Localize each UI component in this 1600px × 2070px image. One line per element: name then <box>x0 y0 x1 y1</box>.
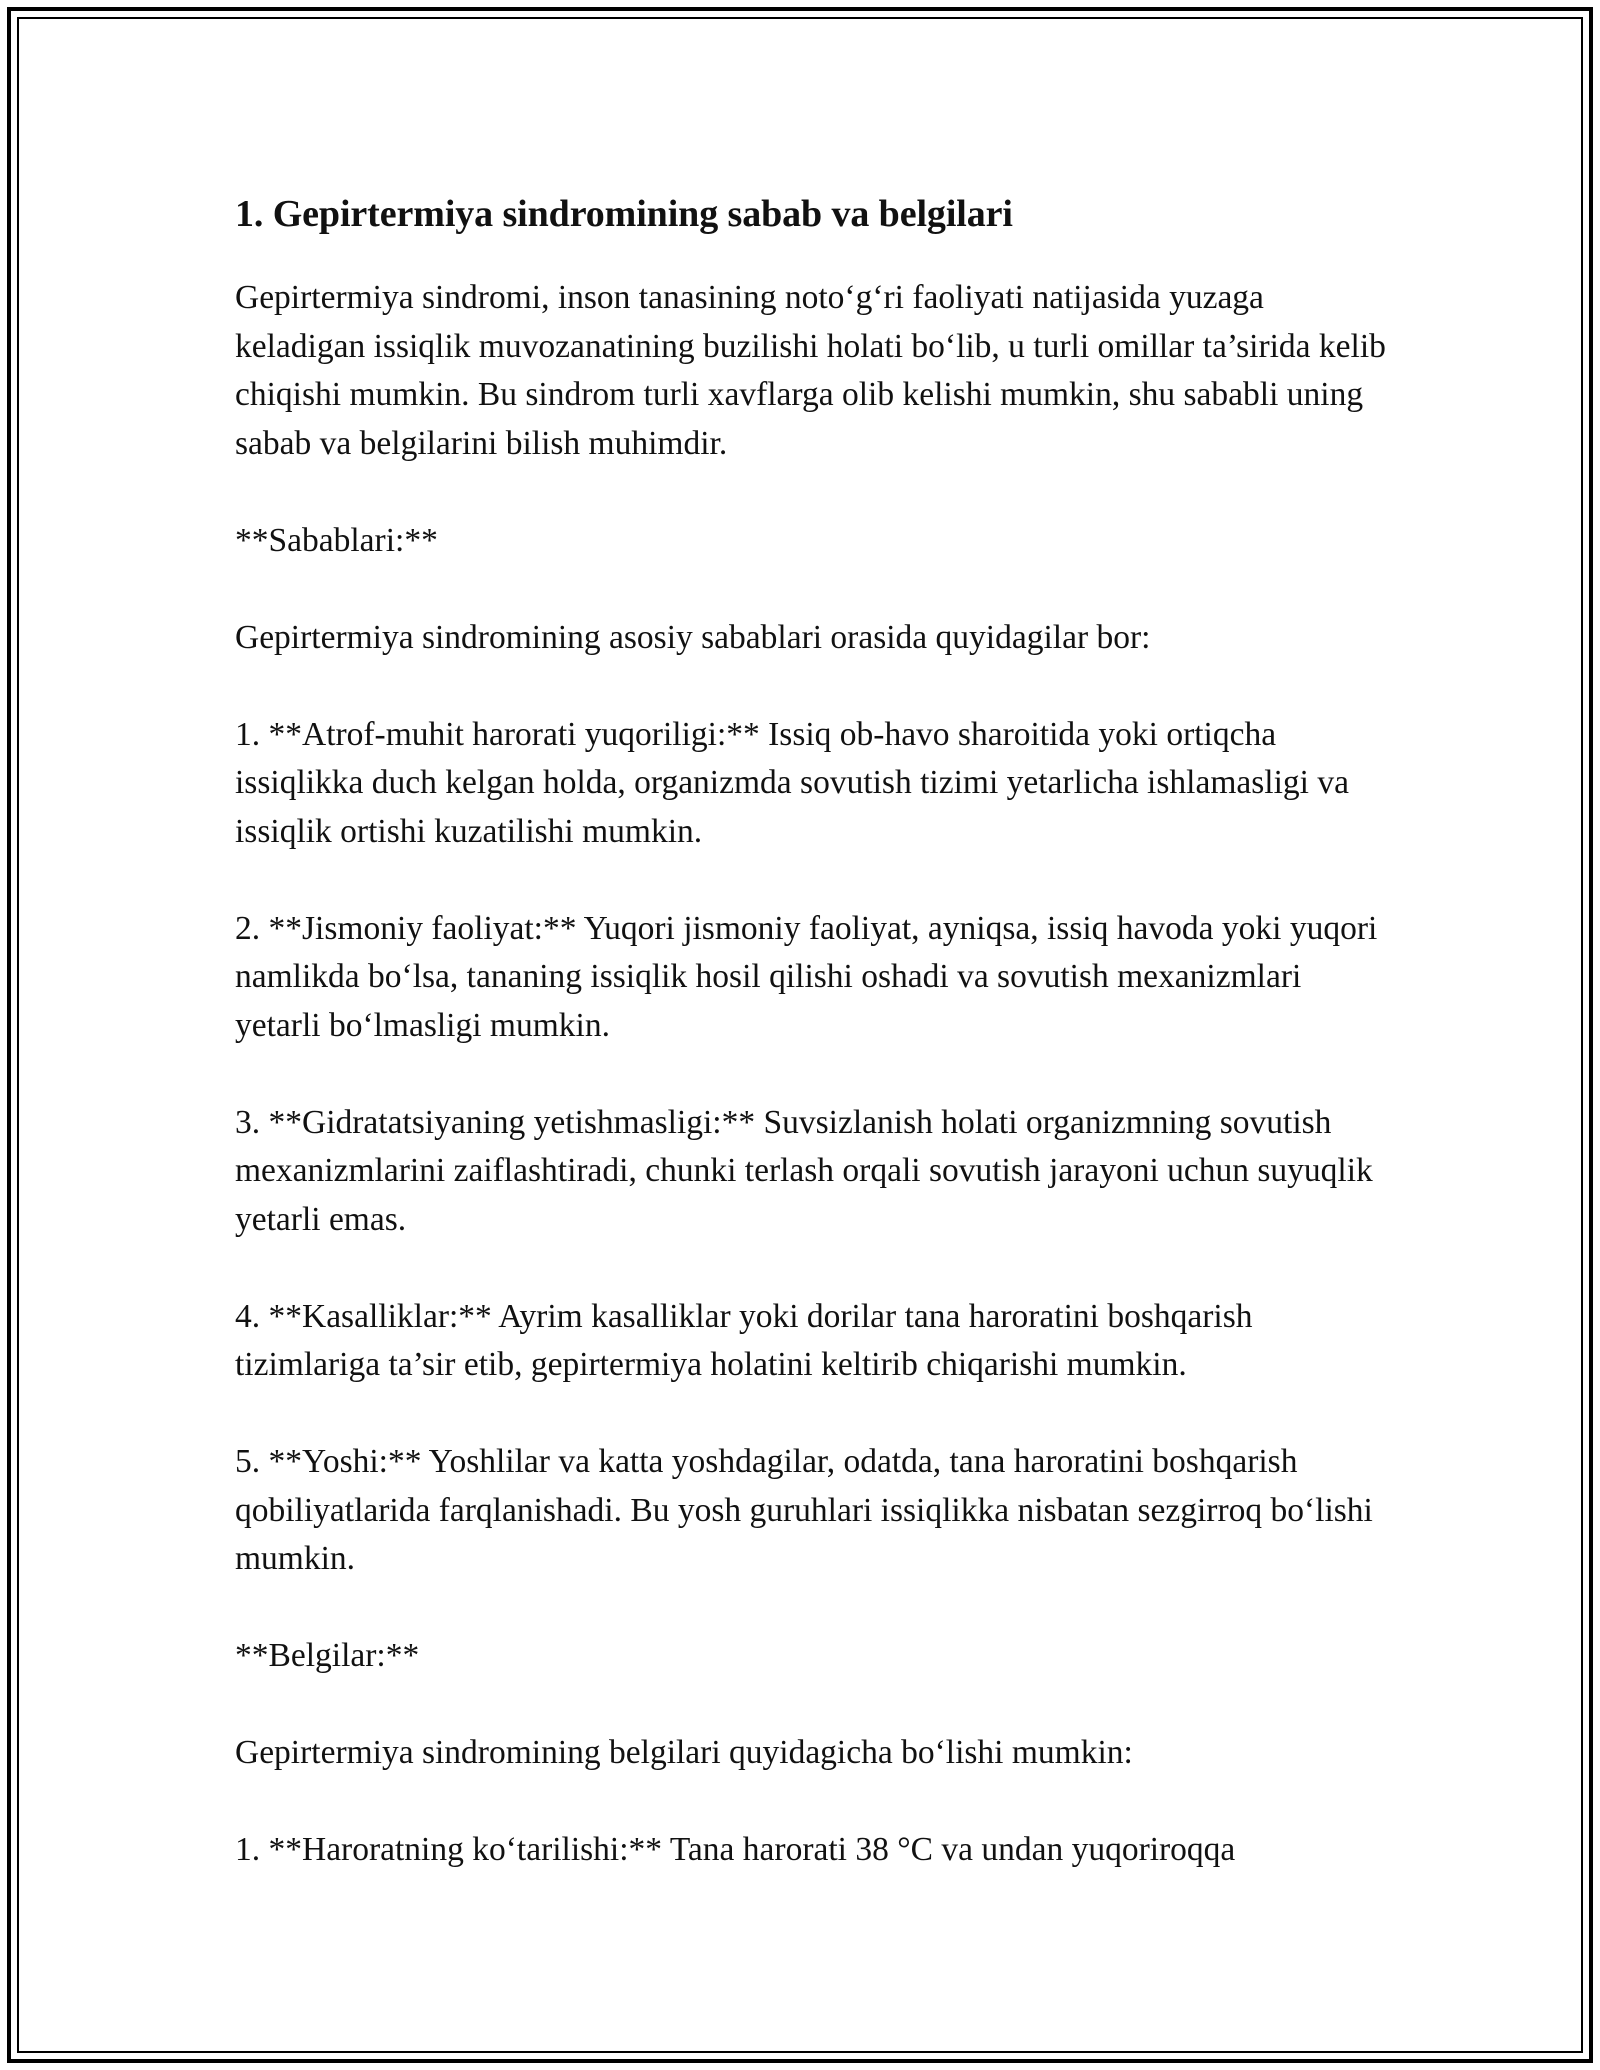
cause-item-4: 4. **Kasalliklar:** Ayrim kasalliklar yoki dorilar tana haroratini boshqarish tizimlariga ta’sir etib, gepirtermiya holatini keltirib chiqarishi mumkin. <box>235 1297 1253 1383</box>
section-heading: 1. Gepirtermiya sindromining sabab va belgilari <box>235 193 1013 235</box>
cause-item-5: 5. **Yoshi:** Yoshlilar va katta yoshdagilar, odatda, tana haroratini boshqarish qobiliyatlarida farqlanishadi. Bu yosh guruhlari issiqlikka nisbatan sezgirroq bo‘lishi mumkin. <box>235 1443 1373 1577</box>
causes-subheading: **Sabablari:** <box>235 521 438 559</box>
document-body <box>235 188 1395 1923</box>
symptoms-intro-paragraph: Gepirtermiya sindromining belgilari quyidagicha bo‘lishi mumkin: <box>235 1734 1133 1771</box>
cause-item-2: 2. **Jismoniy faoliyat:** Yuqori jismoniy faoliyat, ayniqsa, issiq havoda yoki yuqori namlikda bo‘lsa, tananing issiqlik hosil qilishi oshadi va sovutish mexanizmlari yetarli bo‘lmasligi mumkin. <box>235 909 1378 1044</box>
symptoms-subheading: **Belgilar:** <box>235 1637 420 1674</box>
intro-paragraph: Gepirtermiya sindromi, inson tanasining noto‘g‘ri faoliyati natijasida yuzaga keladigan issiqlik muvozanatining buzilishi holati bo‘lib, u turli omillar ta’sirida kelib chiqishi mumkin. Bu sindrom turli xavflarga olib kelishi mumkin, shu sababli uning sabab va belgilarini bilish muhimdir. <box>235 279 1386 462</box>
cause-item-3: 3. **Gidratatsiyaning yetishmasligi:** Suvsizlanish holati organizmning sovutish mexanizmlarini zaiflashtiradi, chunki terlash orqali sovutish jarayoni uchun suyuqlik yetarli emas. <box>235 1103 1373 1238</box>
symptom-item-1: 1. **Haroratning ko‘tarilishi:** Tana harorati 38 °C va undan yuqoriroqqa <box>235 1831 1236 1868</box>
causes-intro-paragraph: Gepirtermiya sindromining asosiy sabablari orasida quyidagilar bor: <box>235 618 1151 656</box>
cause-item-1: 1. **Atrof-muhit harorati yuqoriligi:** Issiq ob-havo sharoitida yoki ortiqcha issiqlikka duch kelgan holda, organizmda sovutish tizimi yetarlicha ishlamasligi va issiqlik ortishi kuzatilishi mumkin. <box>235 715 1349 850</box>
